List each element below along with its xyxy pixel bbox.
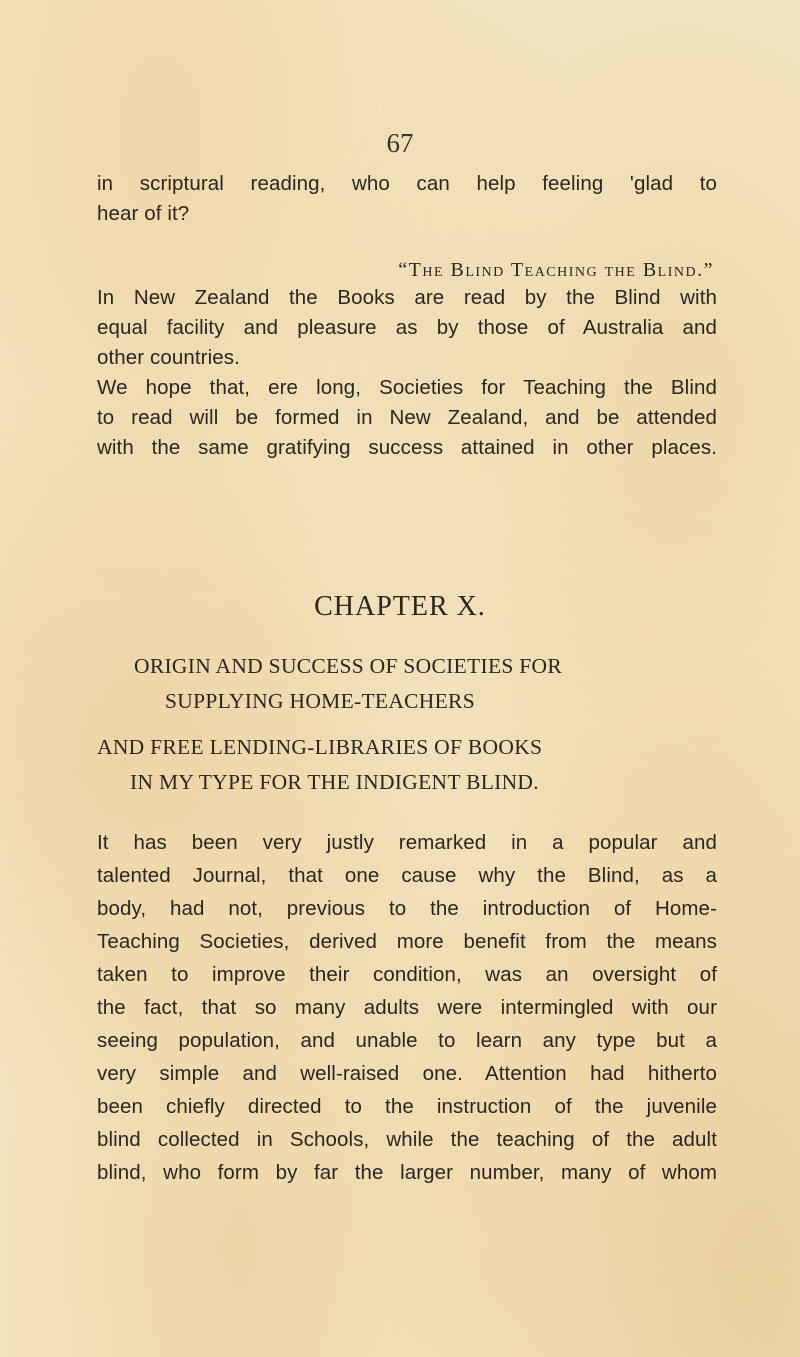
text-line: the fact, that so many adults were intermingled with our	[97, 996, 717, 1019]
text-line: hear of it?	[97, 202, 190, 225]
text-line: been chiefly directed to the instruction of the juvenile	[97, 1095, 717, 1118]
text-line: In New Zealand the Books are read by the Blind with	[97, 286, 717, 309]
chapter-title: CHAPTER X.	[314, 591, 486, 622]
text-line: to read will be formed in New Zealand, and be attended	[97, 406, 717, 429]
citation-text: “The Blind Teaching the Blind.”	[398, 259, 714, 281]
chapter-heading-line: IN MY TYPE FOR THE INDIGENT BLIND.	[130, 770, 539, 794]
text-line: body, had not, previous to the introduction of Home-	[97, 897, 717, 920]
chapter-heading-line: SUPPLYING HOME-TEACHERS	[165, 689, 475, 713]
text-line: taken to improve their condition, was an oversight of	[97, 963, 717, 986]
text-line: equal facility and pleasure as by those of Australia and	[97, 316, 717, 339]
chapter-heading-line: AND FREE LENDING-LIBRARIES OF BOOKS	[97, 735, 543, 759]
text-line: in scriptural reading, who can help feeling 'glad to	[97, 172, 717, 195]
text-line: Teaching Societies, derived more benefit from the means	[97, 930, 717, 953]
text-line: blind collected in Schools, while the teaching of the adult	[97, 1128, 717, 1151]
text-line: blind, who form by far the larger number, many of whom	[97, 1161, 717, 1184]
text-line: with the same gratifying success attained in other places.	[97, 436, 717, 459]
text-line: seeing population, and unable to learn any type but a	[97, 1029, 717, 1052]
text-line: other countries.	[97, 346, 240, 369]
text-line: It has been very justly remarked in a popular and	[97, 831, 717, 854]
citation	[178, 259, 714, 282]
text-line: We hope that, ere long, Societies for Teaching the Blind	[97, 376, 717, 399]
chapter-heading-line: ORIGIN AND SUCCESS OF SOCIETIES FOR	[134, 654, 563, 678]
page-number: 67	[386, 128, 414, 158]
text-line: very simple and well-raised one. Attention had hitherto	[97, 1062, 717, 1085]
text-line: talented Journal, that one cause why the Blind, as a	[97, 864, 717, 887]
